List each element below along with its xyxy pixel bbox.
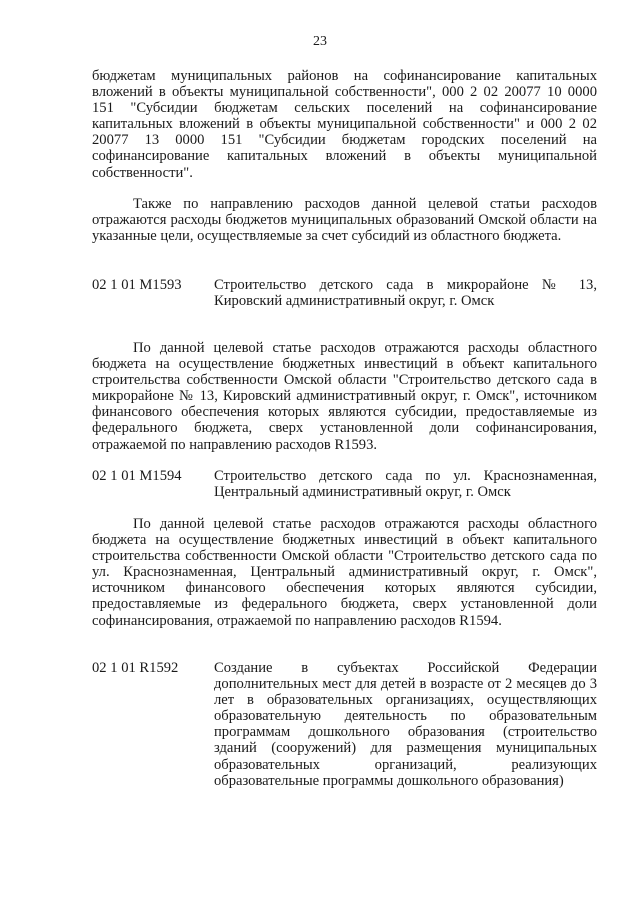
paragraph-2: Также по направлению расходов данной целевой статьи расходов отражаются расходы бюджетов муниципальных образований Омской области на указанные цели, осуществляемые за счет субсидий из областного бюджета. — [92, 196, 597, 245]
entry-code: 02 1 01 M1593 — [92, 277, 182, 293]
entry-title: Создание в субъектах Российской Федерации дополнительных мест для детей в возрасте от 2 месяцев до 3 лет в образовательных организациях, осуществляющих образовательную деятельность по образовательным программам дошкольного образования (строительство зданий (сооружений) для размещения муниципальных образовательных организаций, реализующих образовательные программы дошкольного образования) — [214, 660, 597, 789]
paragraph-1: бюджетам муниципальных районов на софинансирование капитальных вложений в объекты муниципальной собственности", 000 2 02 20077 10 0000 151 "Субсидии бюджетам сельских поселений на софинансирование капитальных вложений в объекты муниципальной собственности" и 000 2 02 20077 13 0000 151 "Субсидии бюджетам городских поселений на софинансирование капитальных вложений в объекты муниципальной собственности". — [92, 68, 597, 181]
entry-code: 02 1 01 R1592 — [92, 660, 179, 676]
entry-title: Строительство детского сада в микрорайоне № 13, Кировский административный округ, г. Омск — [214, 277, 597, 310]
page-number: 23 — [313, 34, 327, 49]
entry-code: 02 1 01 M1594 — [92, 468, 182, 484]
entry-title: Строительство детского сада по ул. Краснознаменная, Центральный административный округ, г. Омск — [214, 468, 597, 501]
paragraph-4: По данной целевой статье расходов отражаются расходы областного бюджета на осуществление бюджетных инвестиций в объект капитального строительства собственности Омской области "Строительство детского сада по ул. Краснознаменная, Центральный административный округ, г. Омск", источником финансового обеспечения которых являются субсидии, предоставляемые из федерального бюджета, сверх установленной доли софинансирования, отражаемой по направлению расходов R1594. — [92, 516, 597, 629]
paragraph-3: По данной целевой статье расходов отражаются расходы областного бюджета на осуществление бюджетных инвестиций в объект капитального строительства собственности Омской области "Строительство детского сада в микрорайоне № 13, Кировский административный округ, г. Омск", источником финансового обеспечения которых являются субсидии, предоставляемые из федерального бюджета, сверх установленной доли софинансирования, отражаемой по направлению расходов R1593. — [92, 340, 597, 453]
